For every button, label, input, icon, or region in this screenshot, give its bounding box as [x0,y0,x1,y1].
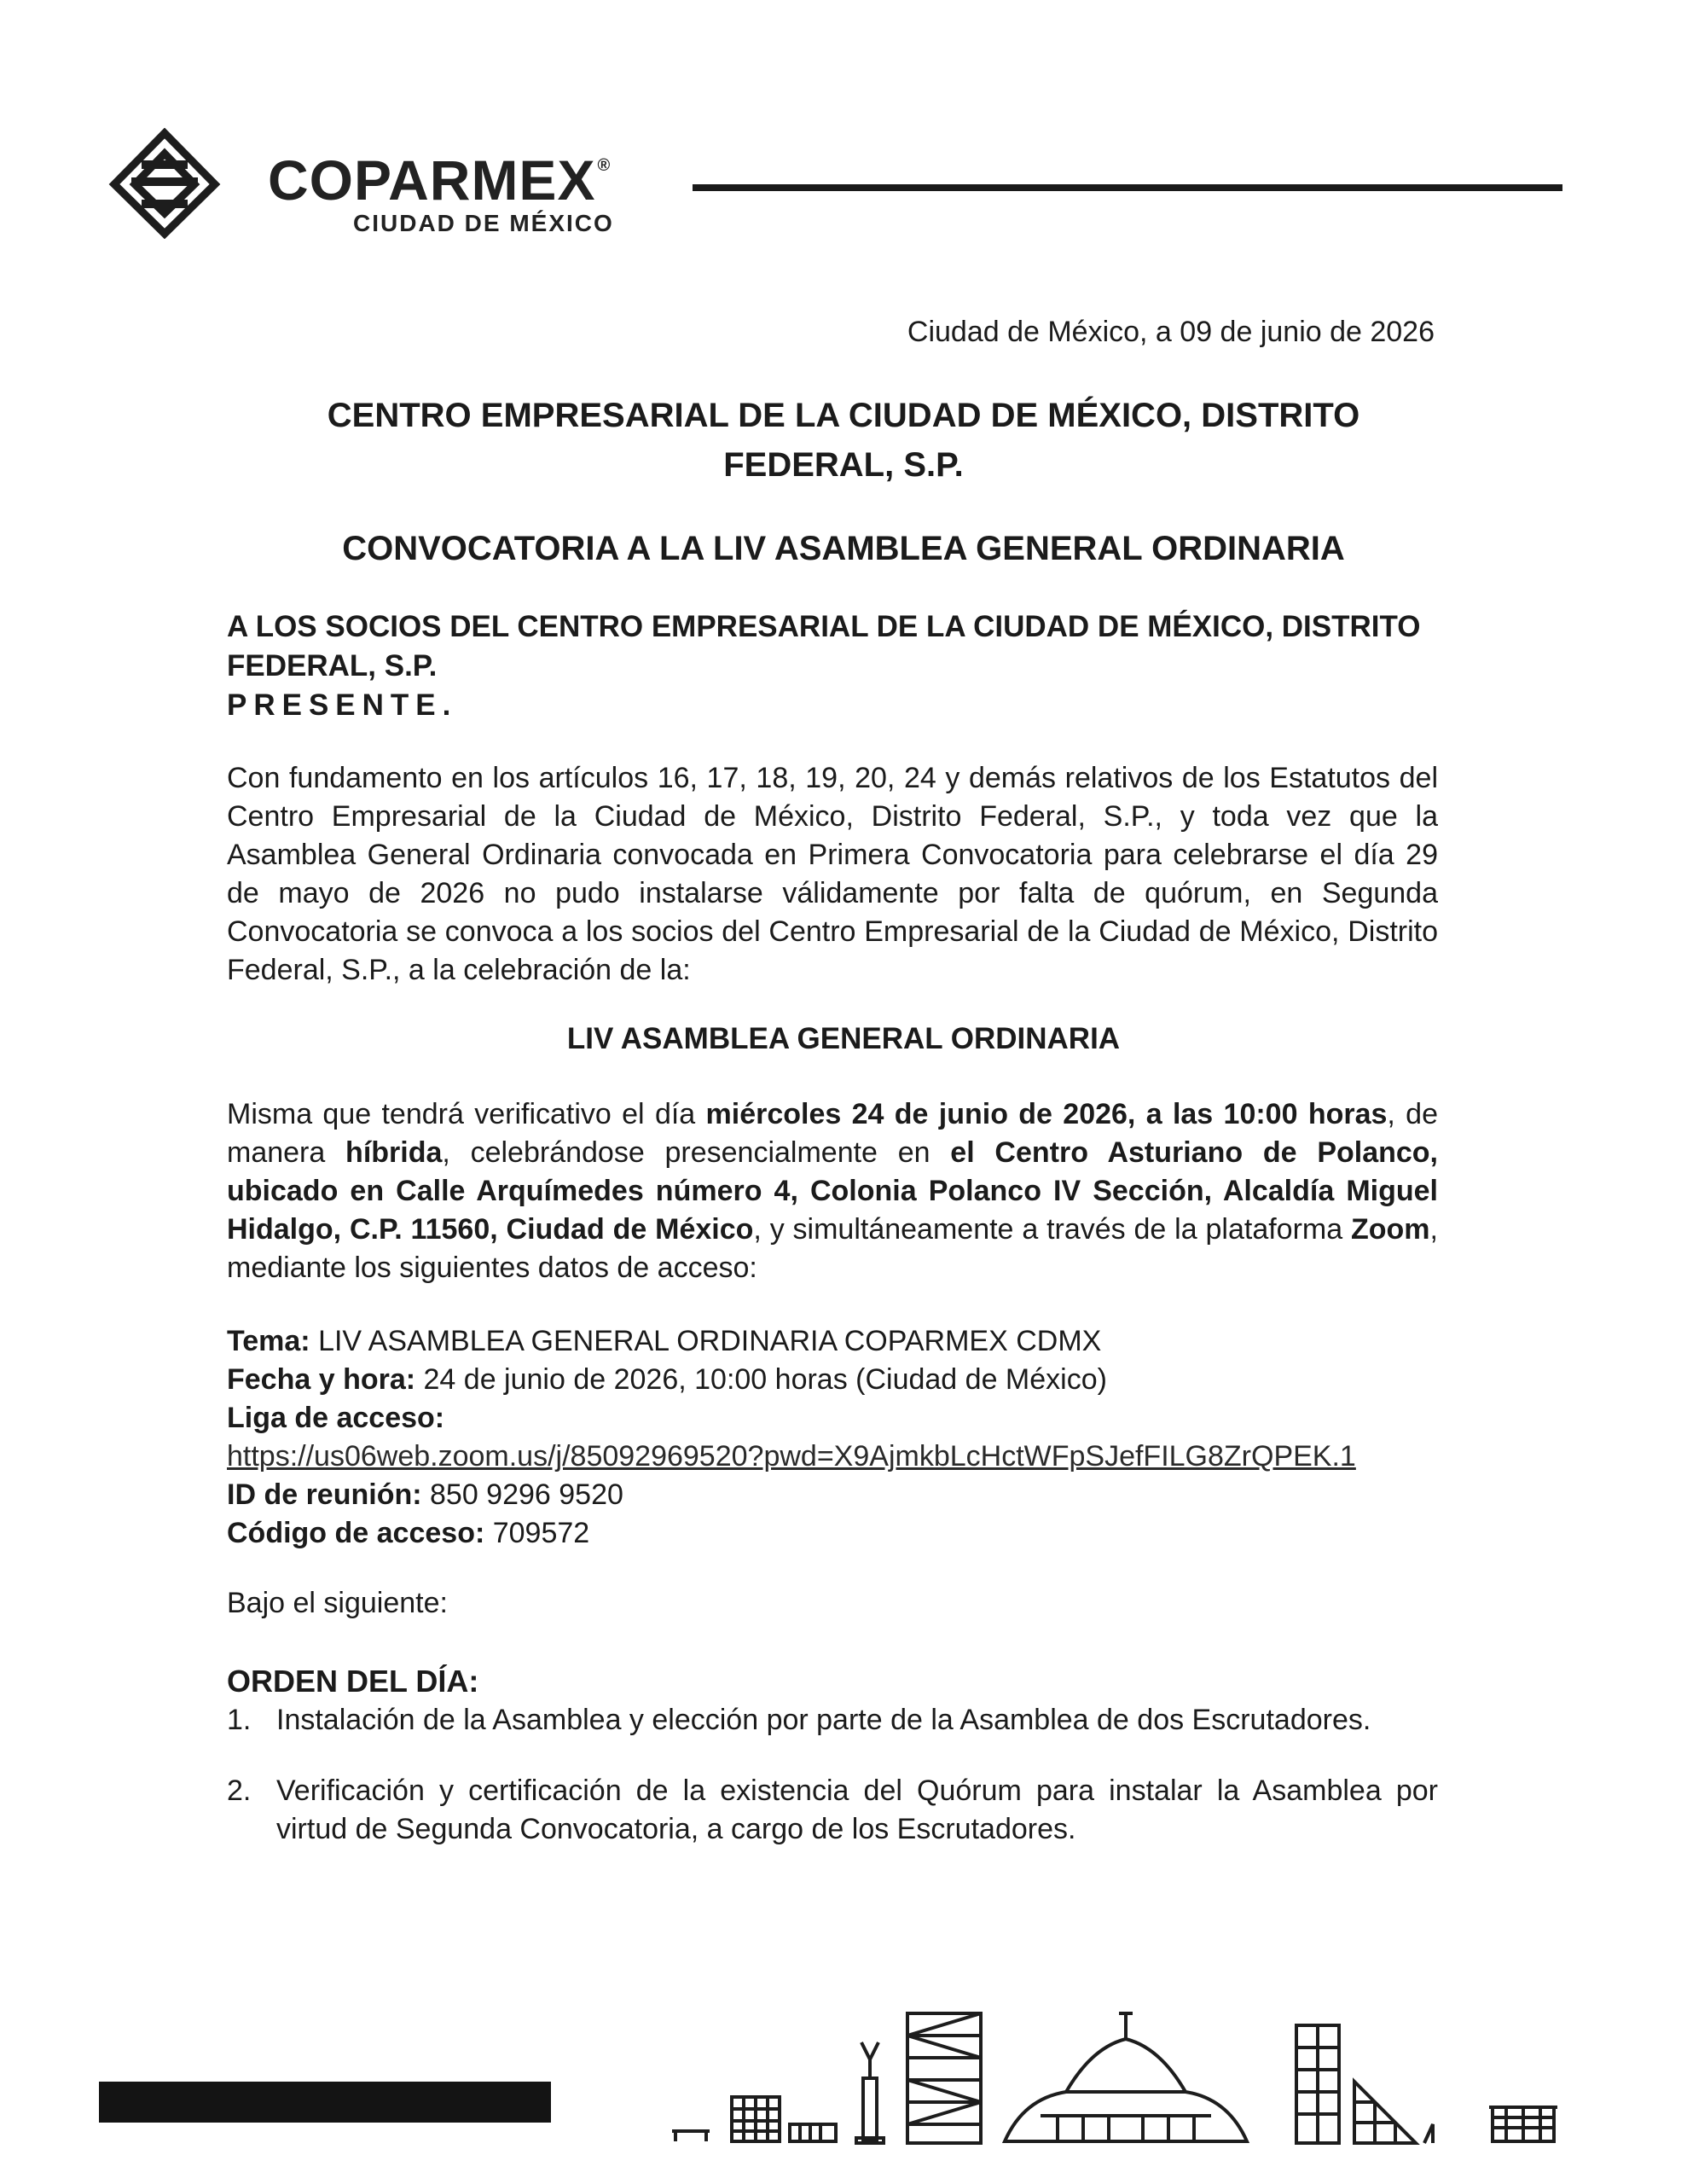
liga-label: Liga de acceso: [227,1402,445,1434]
presente: PRESENTE. [227,688,458,722]
convocation-title: CONVOCATORIA A LA LIV ASAMBLEA GENERAL ORDINARIA [342,530,1345,567]
date-line: Ciudad de México, a 09 de junio de 2026 [907,316,1435,348]
list-item: 2. Verificación y certificación de la existencia del Quórum para instalar la Asamblea por virtud de Segunda Convocatoria, a cargo de los Escrutadores. [227,1774,1438,1845]
city-skyline-icon [665,1996,1569,2150]
brand-name: COPARMEX ® [268,148,612,212]
bajo-text: Bajo el siguiente: [227,1587,448,1619]
tema-row: Tema: LIV ASAMBLEA GENERAL ORDINARIA COPARMEX CDMX [227,1325,1102,1357]
zoom-link[interactable]: https://us06web.zoom.us/j/85092969520?pwd=X9AjmkbLcHctWFpSJefFILG8ZrQPEK.1 [227,1440,1356,1472]
access-data [227,1322,1438,1553]
id-row: ID de reunión: 850 9296 9520 [227,1478,623,1511]
codigo-row: Código de acceso: 709572 [227,1517,590,1549]
assembly-title: LIV ASAMBLEA GENERAL ORDINARIA [566,1022,1121,1055]
agenda-list [227,1701,1438,1881]
fecha-row: Fecha y hora: 24 de junio de 2026, 10:00 horas (Ciudad de México) [227,1363,1107,1396]
coparmex-logo-icon [107,128,222,239]
footer-bar [99,2082,551,2123]
addressee: A LOS SOCIOS DEL CENTRO EMPRESARIAL DE LA CIUDAD DE MÉXICO, DISTRITO FEDERAL, S.P. PRESENTE. [227,607,1438,725]
organization-title: CENTRO EMPRESARIAL DE LA CIUDAD DE MÉXICO, DISTRITO FEDERAL, S.P. [327,397,1360,484]
intro-paragraph: Con fundamento en los artículos 16, 17, 18, 19, 20, 24 y demás relativos de los Estatutos del Centro Empresarial de la Ciudad de México, Distrito Federal, S.P., y toda vez que la Asamblea General Ordinaria convocada en Primera Convocatoria para celebrarse el día 29 de mayo de 2026 no pudo instalarse válidamente por falta de quórum, en Segunda Convocatoria se convoca a los socios del Centro Empresarial de la Ciudad de México, Distrito Federal, S.P., a la celebración de la: [227,762,1438,986]
brand-subtitle: CIUDAD DE MÉXICO [353,210,614,236]
details-paragraph: Misma que tendrá verificativo el día miércoles 24 de junio de 2026, a las 10:00 horas, de manera híbrida, celebrándose presencialmente en el Centro Asturiano de Polanco, ubicado en Calle Arquímedes número 4, Colonia Polanco IV Sección, Alcaldía Miguel Hidalgo, C.P. 11560, Ciudad de México, y simultáneamente a través de la plataforma Zoom, mediante los siguientes datos de acceso: [227,1098,1439,1284]
list-item: 1. Instalación de la Asamblea y elección por parte de la Asamblea de dos Escrutadores. [227,1704,1371,1736]
agenda-title: ORDEN DEL DÍA: [227,1664,479,1699]
header-rule [693,184,1562,191]
